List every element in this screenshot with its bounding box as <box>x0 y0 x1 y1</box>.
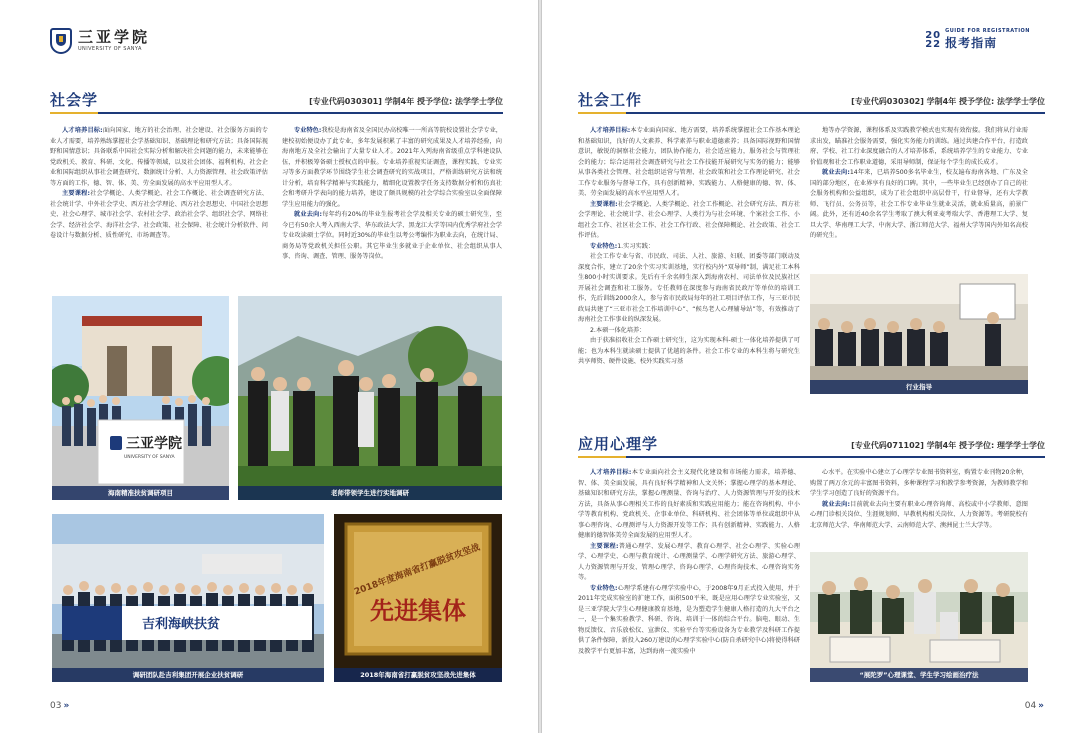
social-work-paragraph: 就业去向:14年来，已培养500多名毕业生，校友遍布海南各地、广东及全国的部分地区，在业界享有良好的口碑。其中，一些毕业生已经创办了自己的社会服务机构和公益组织，成为了社会组织中高层骨干，行业督导，还有大学教师、飞行员、公务员等，社会工作专业毕业生就业灵活，就业质量高，前景广阔。此外，还有近40余名学生考取了澳大利亚麦考瑞大学、香港理工大学、复旦大学、华南理工大学、中南大学、浙江师范大学、福州大学等国内外知名高校的研究生。 <box>810 169 1028 239</box>
sociology-rule <box>50 112 503 114</box>
university-logo <box>50 28 150 54</box>
guide-year: 20 22 <box>925 29 942 50</box>
photo-poverty-research <box>52 296 229 500</box>
sociology-paragraph: 人才培养目标:面向国家、地方的社会治理、社会建设、社会服务方面的专业人才需要，培养熟练掌握社会学基础知识、基础理论和研究方法；具备国际视野和国情意识；具备联系中国社会实际分析和解决社会问题的能力，未来能够在党政机关、教育、科研、文化、传播等领域，以及社会团体、福利机构、社会企业和国际组织从事社会调查研究、数据统计分析、人力资源管理、社会政策评估等方面的工作，德、智、体、美、劳全面发展的高水平应用型人才。 <box>50 127 268 187</box>
photo-psychology-class <box>810 552 1028 682</box>
guide-chinese: 报考指南 <box>945 36 998 50</box>
psychology-paragraph: 心水平。在实验中心建立了心理学专业图书资料室，购置专业刊物20余种，购置了两万余元的丰富图书资料，多种课程学习和教学参考资源，为教师教学和学生学习创造了良好的资源平台。 <box>810 469 1028 497</box>
sociology-paragraph: 主要课程:社会学概论、人类学概论、社会工作概论、社会调查研究方法、社会统计学、中外社会学史、西方社会学理论、西方社会思想史、中国社会思想史、社会心理学、城市社会学、农村社会学、政治社会学、组织社会学、网络社会学、经济社会学、海洋社会学、社会政策、社会保障、社会统计分析软件、问卷设计与数据分析、质性研究、市场调查等。 <box>50 190 268 239</box>
plaque-main-text: 先进集体 <box>370 596 466 625</box>
psychology-col-1 <box>578 468 800 657</box>
photo-caption: 2018年海南省打赢脱贫攻坚战先进集体 <box>334 668 502 682</box>
logo-chinese-name: 三亚学院 <box>78 28 151 46</box>
photo-field-research <box>238 296 502 500</box>
sociology-col-1 <box>50 126 268 242</box>
chevron-right-icon: » <box>63 701 70 711</box>
photo-psychology-class-image <box>810 552 1028 682</box>
logo-english-name: UNIVERSITY OF SANYA <box>78 46 142 52</box>
photo-enterprise-research-image <box>52 514 324 682</box>
banner-university-english: UNIVERSITY OF SANYA <box>124 455 175 460</box>
photo-advanced-collective-image <box>334 514 502 682</box>
psychology-paragraph: 专业特色:心理学系建有心理学实验中心，于2008年9月正式投入使用，并于2011年完成实验室的扩建工作，面积500平米，既是应用心理学专业实验室，又是三亚学院大学生心理健康教育基地，是为塑造学生健康人格打造的九大平台之一，是一个集实验教学、科研、咨询、培训于一体的综合平台。脑电、眼动、生物反馈仪、音乐放松仪、宣泄仪、实验平台等实验设备为专业教学及科研工作提供了条件保障，新投入260万建设的心理学实验中心(防自杀研究中心)将使得科研及教学平台更加丰富，达到海南一流实验中 <box>578 584 800 655</box>
social-work-col-2 <box>810 126 1028 242</box>
psychology-rule <box>578 456 1045 458</box>
registration-guide-mark <box>925 28 1030 51</box>
sociology-paragraph: 就业去向:每年约有20%的毕业生报考社会学及相关专业的硕士研究生，至今已有50余人考入西南大学、华东政法大学、黑龙江大学等国内优秀学府社会学专业攻读硕士学位。同时近30%的毕业生以考公考编作为职业去向，在统计局、商务局等党政机关担任公职。其它毕业生多就业于企业单位、社会组织从事人事、咨询、调查、管理、服务等岗位。 <box>282 211 502 260</box>
photo-caption: 行业指导 <box>810 380 1028 394</box>
psychology-header <box>578 430 1045 454</box>
photo-industry-guidance <box>810 274 1028 394</box>
right-page <box>542 0 1080 733</box>
photo-industry-guidance-image <box>810 274 1028 394</box>
social-work-rule <box>578 112 1045 114</box>
sociology-header <box>50 86 503 110</box>
sociology-title: 社会学 <box>50 91 99 109</box>
university-crest-icon <box>50 28 72 54</box>
psychology-paragraph: 就业去向:目前就业去向主要有职业心理咨询师、高校或中小学教师、意图心理门诊相关岗位、生涯规划师、早教机构相关岗位、人力资源等。考研院校有北京师范大学、华南师范大学、云南师范大学、澳洲昆士兰大学等。 <box>810 500 1028 529</box>
social-work-paragraph: 主要课程:社会学概论、人类学概论、社会工作概论、社会研究方法、西方社会学理论、社会统计学、社会心理学、人类行为与社会环境、个案社会工作、小组社会工作、社区社会工作、社会工作行政、社会保障概论、社会政策、社会工作评估。 <box>578 200 801 239</box>
social-work-paragraph: 社会工作专业与省、市民政、司法、人社、旅游、妇联、团委等部门联动及深度合作，建立了20余个实习实训基地，实行校内外“双导师”制，满足社工本科生800小时实训要求。先后有千余名师生深入到海南农村、司法单位及民族社区开展社会调查和社工服务。专任教师在深度参与海南省民政厅等单位的培训工作，先后训练2000余人，参与省市民政局每年的社工项目评估工作，与三亚市民政局共建了“三亚市社会工作培训中心”、“候鸟老人心理辅导站”等，有效推动了海南社会工作事业的纵深发展。 <box>578 253 800 323</box>
sociology-paragraph: 专业特色:我校是海南省及全国民办高校唯一一所高等院校设置社会学专业，建校初始便设办了此专业，多年发展积累了丰富的研究成果及人才培养经验，向海南地方及全社会输出了大量专业人才。2021年入列海南省级重点学科建设队伍，并积极筹备硕士授权点的申报。专业培养重视实证调查，课程实践、专业实习等多方面教学环节围绕学生社会调查研究的实战项目，严格训练研究方法和统计分析，培育科学精神与实践能力，精细化设置教学任务支持数据分析和仿真社会和考研升学表向的能力培养，建设了颇具规模的社会学综合实验室以全面保障学生应用能力的强化。 <box>282 127 502 208</box>
psychology-col-2 <box>810 468 1028 531</box>
social-work-title: 社会工作 <box>578 91 643 109</box>
left-page <box>0 0 538 733</box>
social-work-meta: [专业代码030302] 学制4年 授予学位: 法学学士学位 <box>851 97 1045 106</box>
plaque-title: 2018年度海南省打赢脱贫攻坚战 <box>353 542 482 598</box>
sociology-col-2 <box>282 126 502 263</box>
social-work-paragraph: 地等办学资源，课程体系及实践教学模式也实现有效衔接。我们将从行业需求出发，瞄准社会服务需要，强化实务能力的训练。通过共建合作平台，打造政府、学校、社工行业深度融合的人才培养体系，系统培养学生的专业能力、专业价值观和社会工作职业道德，采用导师制，保证每个学生的成长成才。 <box>810 127 1028 166</box>
photo-caption: 海南精准扶贫调研项目 <box>52 486 229 500</box>
photo-poverty-research-image <box>52 296 229 500</box>
guide-english: GUIDE FOR REGISTRATION <box>945 28 1030 34</box>
photo-advanced-collective <box>334 514 502 682</box>
social-work-col-1 <box>578 126 800 368</box>
banner-slogan: 吉利海峡扶贫 <box>142 617 221 632</box>
page-number-right: 04 » <box>1024 701 1044 711</box>
photo-enterprise-research <box>52 514 324 682</box>
social-work-paragraph: 专业特色:1.实习实践： <box>590 242 655 250</box>
photo-caption: 老师带领学生进行实地调研 <box>238 486 502 500</box>
social-work-paragraph: 人才培养目标:本专业面向国家、地方需要，培养系统掌握社会工作基本理论和基础知识，良好的人文素养、科学素养与职业道德素养；具备国际视野和国情意识，敏锐的洞察社会能力，团队协作能力，社会适应能力，服务社会与管理社会的能力；综合运用社会调查研究与社会工作技能开展研究与实务的能力；能够从事各类社会管理、社会组织运营与管理、社会政策和社会工作理论研究、社会工作专业服务与督导工作，具有创新精神、实践能力、人格健康的德、智、体、美、劳全面发展的高水平应用型人才。 <box>578 127 801 197</box>
social-work-paragraph: 由于获准招收社会工作硕士研究生，这为实现本科-硕士一体化培养提供了可能；也为本科生就读硕士提供了优越的条件。社会工作专业的本科生将与研究生共享师资、硬件设施、校外实践实习基 <box>578 337 800 365</box>
social-work-header <box>578 86 1045 110</box>
chevron-right-icon: » <box>1038 701 1044 711</box>
psychology-paragraph: 主要课程:普通心理学、发展心理学、教育心理学、社会心理学、实验心理学、心理学史、心理与教育统计、心理测量学、心理学研究方法、旅游心理学、人力资源管理与开发、管理心理学、咨询心理学、心理咨询技术、心理咨询实务等。 <box>578 542 800 581</box>
psychology-paragraph: 人才培养目标:本专业面向社会主义现代化建设和市场能力需求，培养德、智、体、美全面发展，具有良好科学精神和人文关怀；掌握心理学的基本理论、基础知识和研究方法，掌握心理测量、咨询与治疗、人力资源管理与开发的技术方法，具备从事心理相关工作的良好素质和实践应用能力；能在咨询机构、中小学等教育机构、党政机关、企事业单位、科研机构、社会团体等单位或组织中从事心理咨询、心理测评与人力资源开发等工作；具有创新精神、实践能力、人格健康的德智体美劳全面发展的应用型人才。 <box>578 469 800 539</box>
photo-field-research-image <box>238 296 502 500</box>
social-work-paragraph: 2.本硕一体化培养： <box>590 326 646 334</box>
page-number-left: 03 » <box>50 701 70 711</box>
psychology-title: 应用心理学 <box>578 435 659 453</box>
sociology-meta: [专业代码030301] 学制4年 授予学位: 法学学士学位 <box>309 97 503 106</box>
photo-caption: 调研团队赴吉利集团开展企业扶贫调研 <box>52 668 324 682</box>
banner-university-name: 三亚学院 <box>126 436 182 452</box>
psychology-meta: [专业代码071102] 学制4年 授予学位: 理学学士学位 <box>851 441 1045 450</box>
photo-caption: “展陀罗”心理课堂、学生学习绘画治疗法 <box>810 668 1028 682</box>
